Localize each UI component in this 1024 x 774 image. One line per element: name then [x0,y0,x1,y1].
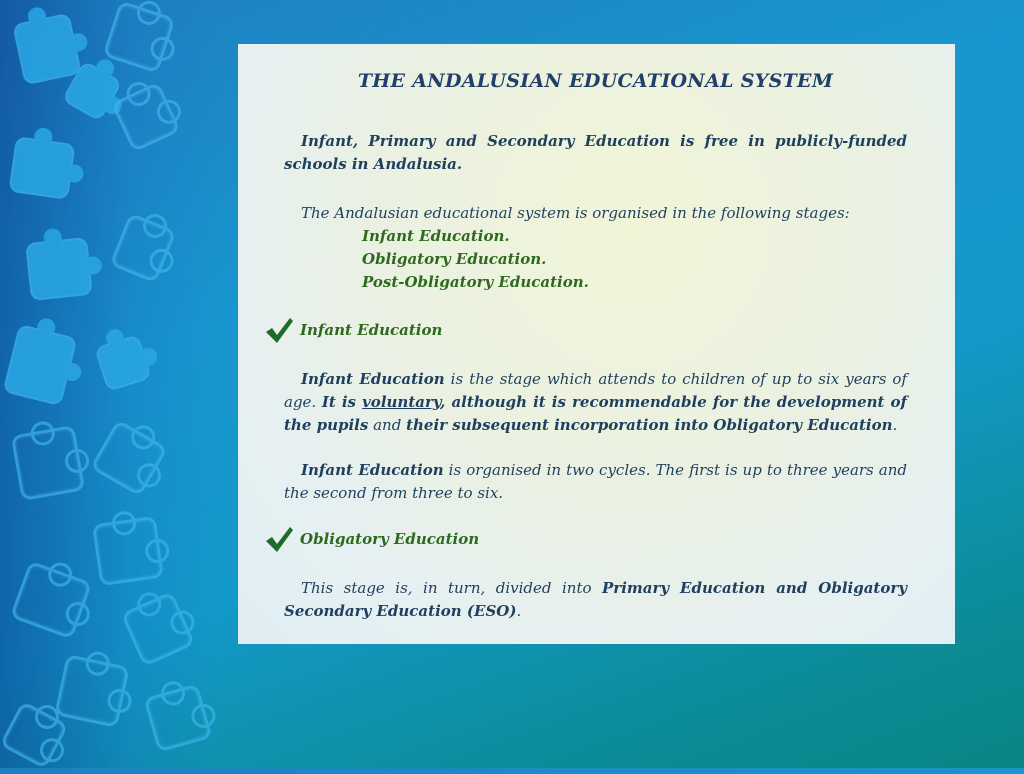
text-run: . [516,602,522,620]
stage-list [284,225,907,294]
checkmark-icon [264,316,294,344]
text-run: . [892,416,898,434]
stages-intro: The Andalusian educational system is organised in the following stages: [301,204,850,222]
text-run: Infant Education [301,461,444,479]
text-run: is organised in two cycles. The first is up to three years and the second from three to six. [284,461,907,502]
text-run: is the stage which attends to children of up to six years of age. [284,370,908,411]
section-heading-label: Obligatory Education [300,530,480,548]
text-run: This stage is, in turn, divided into [301,579,603,597]
puzzle-piece-icon [8,136,75,200]
text-run: Primary Education and Obligatory Secondary Education (ESO) [284,579,907,620]
infant-paragraph-2 [284,459,907,505]
puzzle-background [0,0,240,768]
text-run: It is [321,393,363,411]
puzzle-piece-icon [12,13,82,86]
checkmark-icon [264,525,294,553]
puzzle-piece-icon [25,237,93,301]
infant-paragraph-1 [284,368,907,437]
intro-paragraph: Infant, Primary and Secondary Education is free in publicly-funded schools in Andalusia. [284,132,907,173]
section-heading-obligatory [264,525,907,553]
list-item: Infant Education. [362,227,510,245]
section-heading-label: Infant Education [300,321,443,339]
text-run: voluntary [362,393,441,411]
section-heading-infant [264,316,907,344]
text-run: their subsequent incorporation into Obligatory Education [406,416,893,434]
list-item: Obligatory Education. [362,250,547,268]
text-run: Infant Education [301,370,445,388]
content-panel [238,44,955,644]
text-run: , although it is recommendable for the development of the pupils [284,393,907,434]
page-title: THE ANDALUSIAN EDUCATIONAL SYSTEM [357,70,834,92]
puzzle-piece-icon [11,425,85,501]
text-run: and [368,416,407,434]
list-item: Post-Obligatory Education. [362,273,589,291]
puzzle-piece-icon [92,516,164,586]
puzzle-piece-icon [54,654,129,728]
obligatory-paragraph-1 [284,577,907,623]
